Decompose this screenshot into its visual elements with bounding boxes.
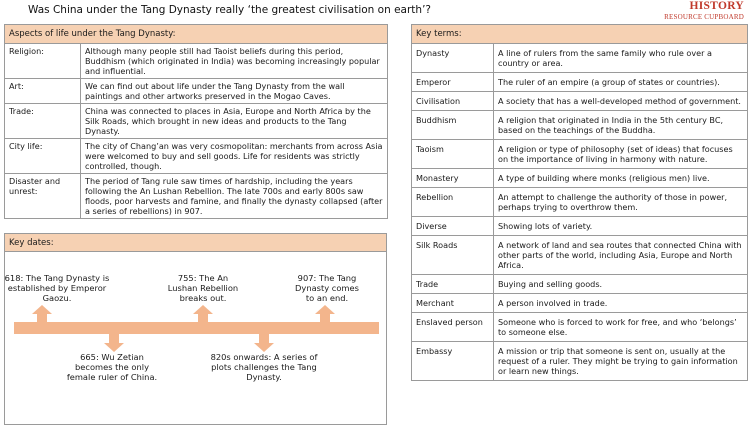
aspect-text: Although many people still had Taoist beliefs during this period, Buddhism (which originated in India) was becoming increasingly popular and influential. (81, 44, 388, 79)
timeline-arrow-up-907 (315, 305, 335, 322)
term-row-monastery (412, 169, 748, 188)
term-definition: Someone who is forced to work for free, and who ‘belongs’ to someone else. (494, 313, 748, 342)
timeline-event-618: 618: The Tang Dynasty is established by Emperor Gaozu. (4, 273, 110, 303)
term-row-rebellion (412, 188, 748, 217)
aspects-table (4, 24, 388, 219)
term-definition: A mission or trip that someone is sent on, usually at the request of a ruler. They might be trying to gain information or learn new things. (494, 342, 748, 381)
aspect-label: City life: (5, 139, 81, 174)
aspect-text: The period of Tang rule saw times of hardship, including the years following the An Lushan Rebellion. The late 700s and early 800s saw floods, poor harvests and famine, and finally the dynasty collapsed (after a series of rebellions) in 907. (81, 174, 388, 219)
aspect-label: Religion: (5, 44, 81, 79)
term-name: Embassy (412, 342, 494, 381)
term-definition: A line of rulers from the same family who rule over a country or area. (494, 44, 748, 73)
key-terms-header: Key terms: (412, 25, 748, 44)
history-resource-cupboard-logo (664, 1, 744, 21)
aspects-row-disaster (5, 174, 388, 219)
aspect-text: The city of Chang’an was very cosmopolitan: merchants from across Asia were welcomed to buy and sell goods. Life for residents was strictly controlled, though. (81, 139, 388, 174)
timeline-event-907: 907: The Tang Dynasty comes to an end. (295, 273, 359, 303)
term-definition: A network of land and sea routes that connected China with other parts of the world, including Asia, Europe and North Africa. (494, 236, 748, 275)
term-row-trade (412, 275, 748, 294)
aspect-label: Trade: (5, 104, 81, 139)
key-terms-table (411, 24, 748, 381)
term-name: Monastery (412, 169, 494, 188)
term-row-emperor (412, 73, 748, 92)
timeline-bar (14, 322, 379, 334)
term-name: Civilisation (412, 92, 494, 111)
key-dates-header: Key dates: (5, 234, 386, 252)
timeline-arrow-down-820s (254, 334, 274, 352)
aspects-row-trade (5, 104, 388, 139)
aspects-row-art (5, 79, 388, 104)
term-row-buddhism (412, 111, 748, 140)
term-definition: An attempt to challenge the authority of those in power, perhaps trying to overthrow them. (494, 188, 748, 217)
timeline-event-820s: 820s onwards: A series of plots challenges the Tang Dynasty. (210, 352, 318, 382)
aspect-label: Art: (5, 79, 81, 104)
term-row-diverse (412, 217, 748, 236)
term-name: Diverse (412, 217, 494, 236)
term-row-merchant (412, 294, 748, 313)
term-name: Buddhism (412, 111, 494, 140)
aspect-text: We can find out about life under the Tang Dynasty from the wall paintings and other artworks preserved in the Mogao Caves. (81, 79, 388, 104)
aspects-row-religion (5, 44, 388, 79)
timeline-arrow-up-618 (32, 305, 52, 322)
term-definition: Buying and selling goods. (494, 275, 748, 294)
term-name: Merchant (412, 294, 494, 313)
term-definition: A society that has a well-developed method of government. (494, 92, 748, 111)
timeline-arrow-down-665 (104, 334, 124, 352)
timeline-event-665: 665: Wu Zetian becomes the only female ruler of China. (66, 352, 158, 382)
term-row-dynasty (412, 44, 748, 73)
timeline-event-755: 755: The An Lushan Rebellion breaks out. (167, 273, 239, 303)
term-definition: A religion that originated in India in the 5th century BC, based on the teachings of the Buddha. (494, 111, 748, 140)
term-name: Dynasty (412, 44, 494, 73)
term-definition: A religion or type of philosophy (set of ideas) that focuses on the importance of living in harmony with nature. (494, 140, 748, 169)
term-name: Taoism (412, 140, 494, 169)
timeline-arrow-up-755 (193, 305, 213, 322)
aspects-row-city-life (5, 139, 388, 174)
term-definition: A type of building where monks (religious men) live. (494, 169, 748, 188)
page-title: Was China under the Tang Dynasty really ‘the greatest civilisation on earth’? (28, 4, 431, 16)
aspect-label: Disaster and unrest: (5, 174, 81, 219)
term-row-civilisation (412, 92, 748, 111)
term-name: Trade (412, 275, 494, 294)
term-name: Rebellion (412, 188, 494, 217)
term-name: Silk Roads (412, 236, 494, 275)
term-name: Enslaved person (412, 313, 494, 342)
aspect-text: China was connected to places in Asia, Europe and North Africa by the Silk Roads, which brought in new ideas and products to the Tang Dynasty. (81, 104, 388, 139)
logo-line-1: HISTORY (689, 0, 744, 12)
logo-line-2: RESOURCE CUPBOARD (664, 12, 744, 21)
term-definition: A person involved in trade. (494, 294, 748, 313)
term-row-enslaved-person (412, 313, 748, 342)
term-row-embassy (412, 342, 748, 381)
term-name: Emperor (412, 73, 494, 92)
term-definition: The ruler of an empire (a group of states or countries). (494, 73, 748, 92)
term-row-taoism (412, 140, 748, 169)
term-definition: Showing lots of variety. (494, 217, 748, 236)
term-row-silk-roads (412, 236, 748, 275)
aspects-header: Aspects of life under the Tang Dynasty: (5, 25, 388, 44)
